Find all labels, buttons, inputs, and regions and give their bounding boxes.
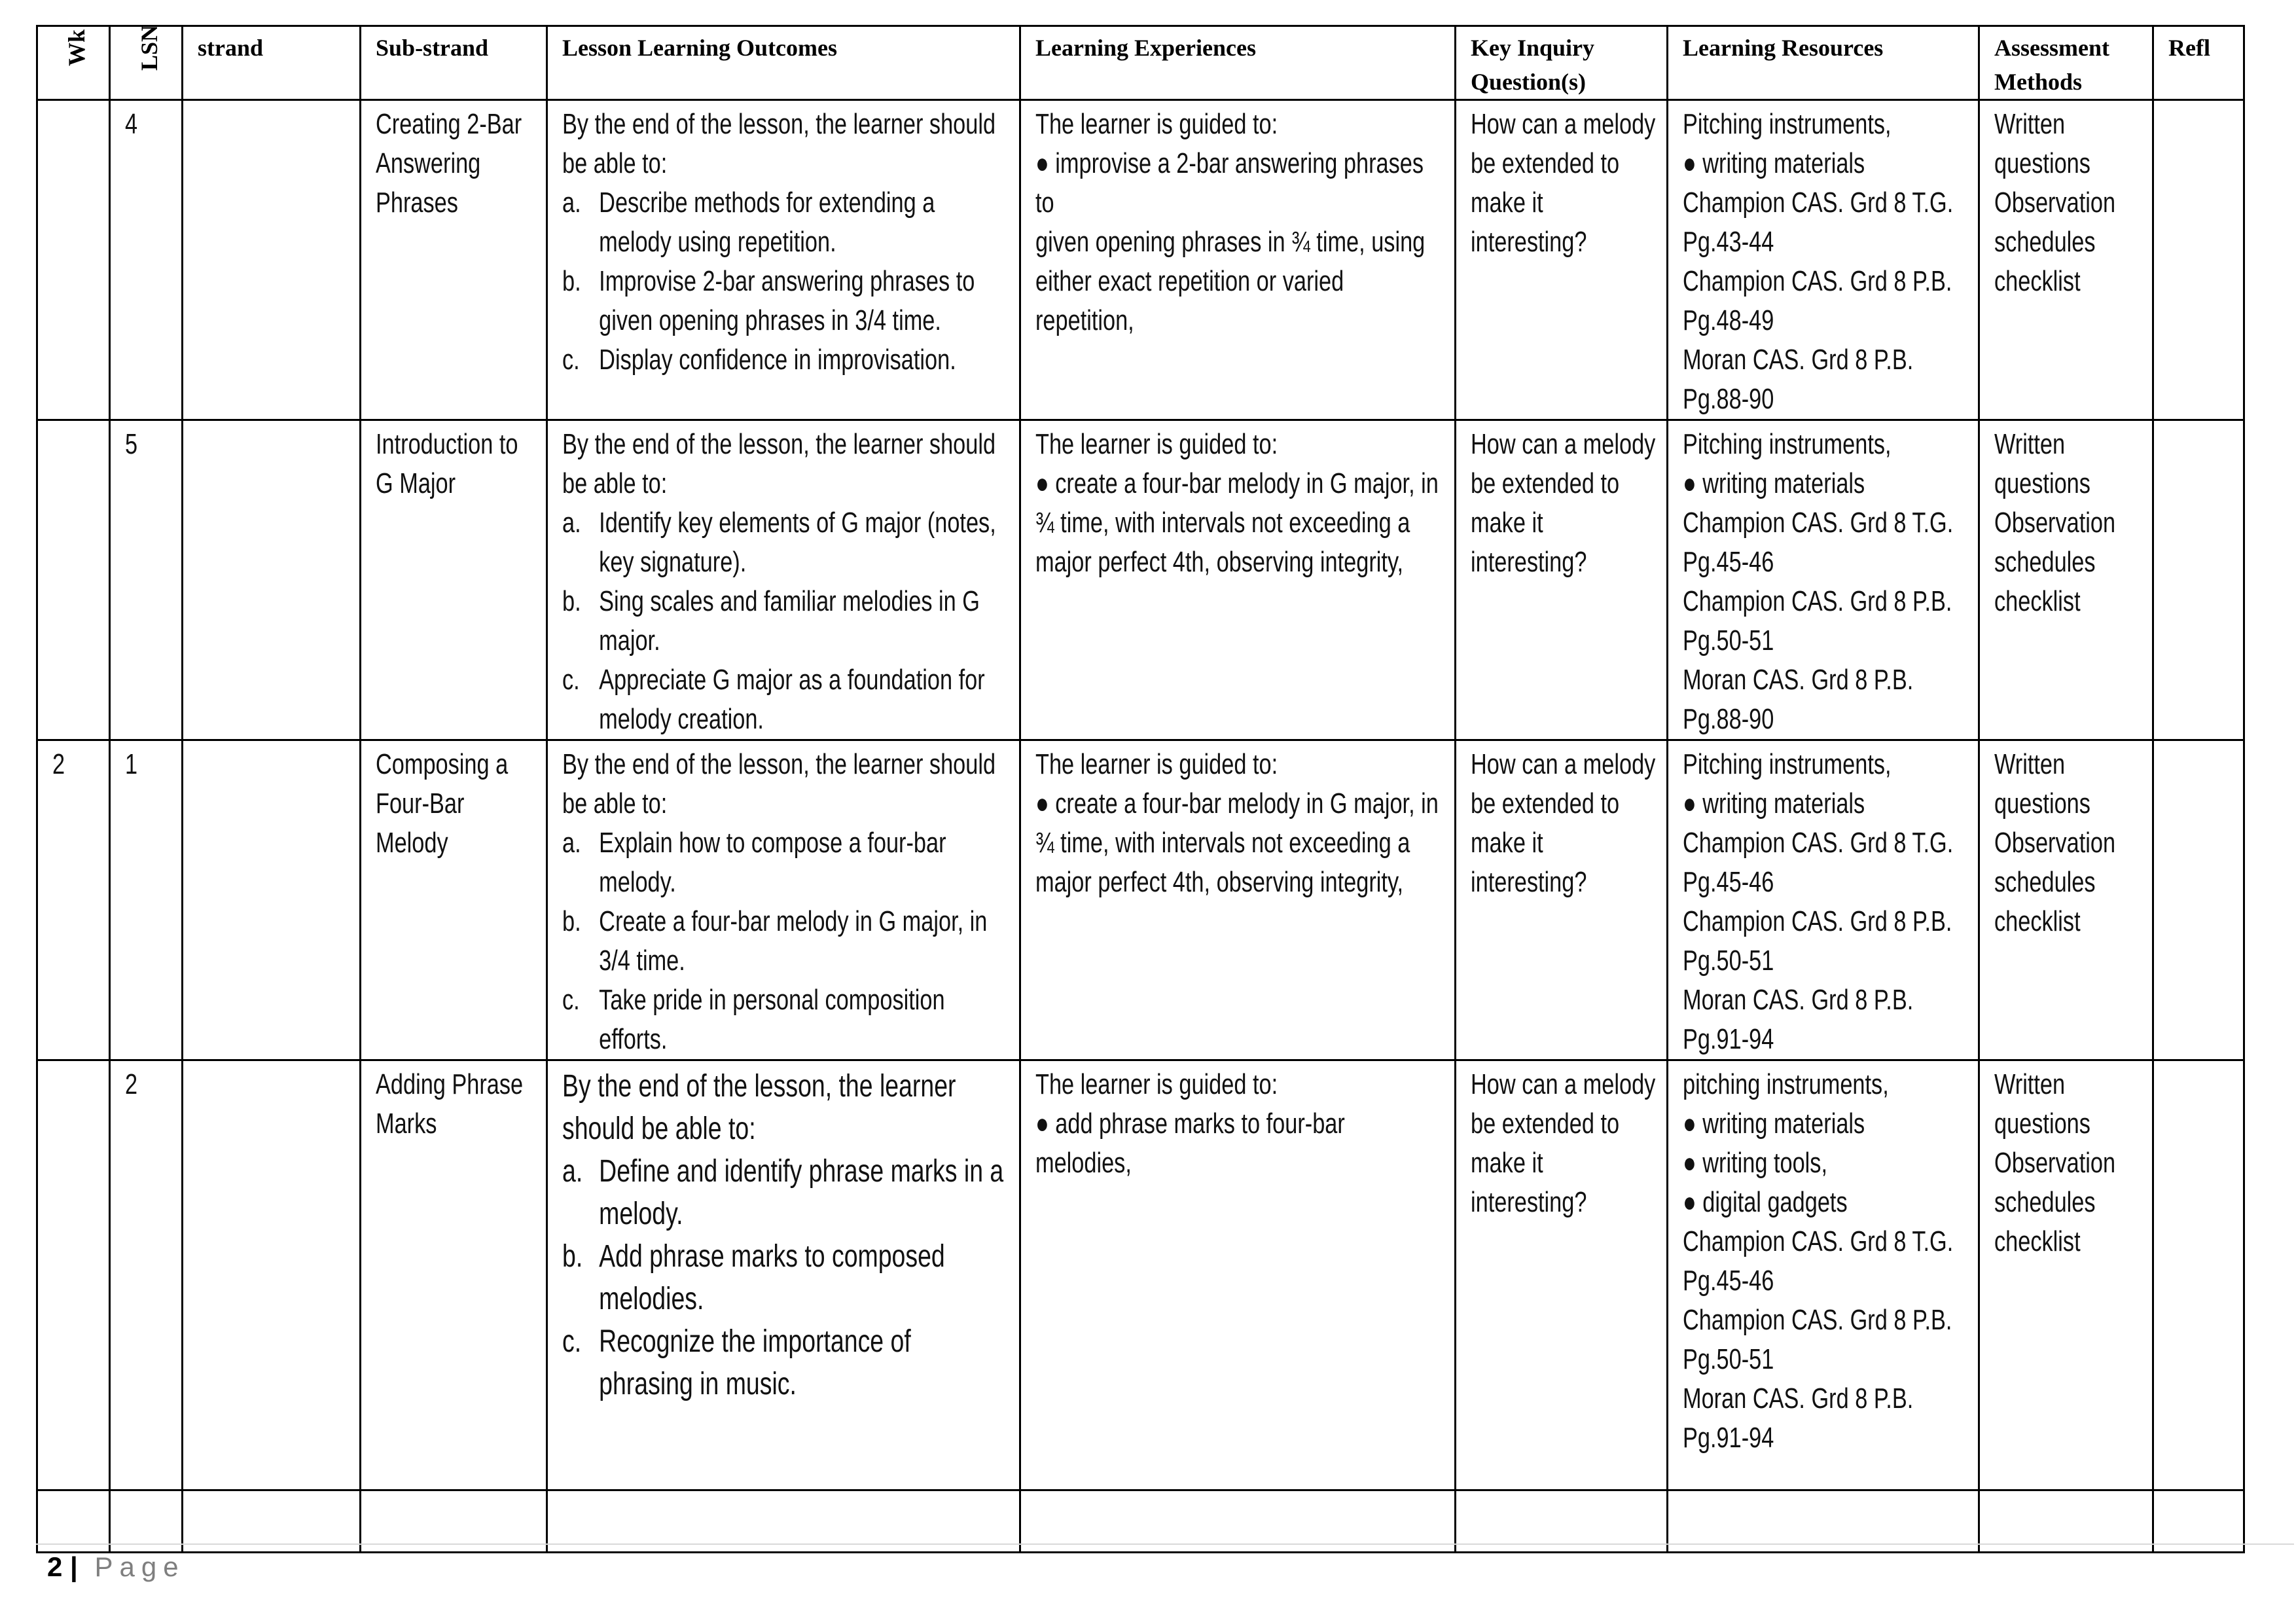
outcome-item (562, 582, 1011, 660)
header-reflection: Refl (2153, 26, 2244, 100)
outcome-item (562, 503, 1011, 582)
outcome-text: Improvise 2-bar answering phrases to given opening phrases in 3/4 time. (599, 265, 975, 336)
resource-line: Champion CAS. Grd 8 P.B. Pg.50-51 (1683, 585, 1952, 657)
experience-line: ¾ time, with intervals not exceeding a major perfect 4th, observing integrity, (1035, 507, 1410, 578)
resource-line: Moran CAS. Grd 8 P.B. Pg.91-94 (1683, 1382, 1914, 1454)
outcome-text: Identify key elements of G major (notes, key signature). (599, 507, 996, 578)
resource-line: Champion CAS. Grd 8 P.B. Pg.50-51 (1683, 1304, 1952, 1375)
learning-experiences-cell (1020, 740, 1456, 1060)
header-assessment-methods: Assessment Methods (1979, 26, 2153, 100)
learning-experiences-cell (1020, 420, 1456, 740)
learning-outcomes-cell (547, 100, 1020, 420)
outcome-marker: c. (562, 984, 580, 1016)
learning-resources-cell (1668, 740, 1979, 1060)
key-inquiry-cell: How can a melody be extended to make it interesting? (1456, 100, 1668, 420)
wk-cell: 2 (37, 740, 110, 1060)
experience-line: either exact repetition or varied repetition, (1035, 265, 1344, 336)
learning-outcomes-cell (547, 740, 1020, 1060)
lesson-number-cell: 5 (110, 420, 183, 740)
strand-cell (183, 420, 361, 740)
outcomes-list (562, 823, 1011, 1059)
assessment-methods-cell (1979, 420, 2153, 740)
header-learning-resources: Learning Resources (1668, 26, 1979, 100)
resource-line: Moran CAS. Grd 8 P.B. Pg.88-90 (1683, 344, 1914, 415)
outcome-item (562, 340, 1011, 380)
resource-line: Moran CAS. Grd 8 P.B. Pg.91-94 (1683, 984, 1914, 1055)
outcome-item (562, 1235, 1011, 1320)
reflection-cell (2153, 420, 2244, 740)
outcome-item (562, 902, 1011, 981)
learning-resources-cell (1668, 420, 1979, 740)
outcome-text: Recognize the importance of phrasing in music. (599, 1324, 911, 1401)
experience-line: ● improvise a 2-bar answering phrases to (1035, 147, 1424, 219)
outcomes-list (562, 1150, 1011, 1405)
assessment-line: Observation schedules (1994, 507, 2116, 578)
experience-line: ● add phrase marks to four-bar melodies, (1035, 1108, 1345, 1179)
outcomes-intro: By the end of the lesson, the learner should be able to: (562, 1069, 956, 1146)
outcome-text: Describe methods for extending a melody using repetition. (599, 187, 935, 258)
resource-line: Champion CAS. Grd 8 P.B. Pg.48-49 (1683, 265, 1952, 336)
key-inquiry-cell: How can a melody be extended to make it interesting? (1456, 1060, 1668, 1490)
outcome-text: Define and identify phrase marks in a melody. (599, 1154, 1004, 1231)
outcome-marker: c. (562, 664, 580, 696)
resource-line: ● digital gadgets (1683, 1186, 1848, 1218)
outcome-marker: b. (562, 265, 581, 297)
header-learning-experiences: Learning Experiences (1020, 26, 1456, 100)
header-learning-outcomes: Lesson Learning Outcomes (547, 26, 1020, 100)
assessment-line: Written questions (1994, 428, 2090, 499)
strand-cell (183, 1060, 361, 1490)
lesson-number-cell: 4 (110, 100, 183, 420)
page-number: 2 (47, 1551, 63, 1582)
learning-resources-cell (1668, 1060, 1979, 1490)
outcome-item (562, 1320, 1011, 1405)
outcome-item (562, 823, 1011, 902)
outcomes-list (562, 503, 1011, 739)
outcome-text: Display confidence in improvisation. (599, 344, 956, 376)
outcomes-intro: By the end of the lesson, the learner should be able to: (562, 108, 996, 179)
learning-experiences-cell (1020, 1060, 1456, 1490)
outcome-marker: b. (562, 905, 581, 937)
outcome-item (562, 660, 1011, 739)
header-row (37, 26, 2244, 100)
wk-cell (37, 1060, 110, 1490)
footer-divider (36, 1543, 2294, 1545)
outcome-text: Take pride in personal composition efforts. (599, 984, 945, 1055)
strand-cell (183, 740, 361, 1060)
experience-line: ● create a four-bar melody in G major, in (1035, 467, 1439, 499)
assessment-methods-cell (1979, 740, 2153, 1060)
outcome-marker: a. (562, 1154, 583, 1189)
outcome-text: Explain how to compose a four-bar melody. (599, 827, 946, 898)
resource-line: Pitching instruments, (1683, 108, 1892, 140)
resource-line: Pitching instruments, (1683, 748, 1892, 780)
outcome-item (562, 981, 1011, 1059)
reflection-cell (2153, 1060, 2244, 1490)
outcome-item (562, 262, 1011, 340)
outcome-text: Appreciate G major as a foundation for melody creation. (599, 664, 985, 735)
wk-cell (37, 100, 110, 420)
table-row (37, 420, 2244, 740)
learning-outcomes-cell (547, 420, 1020, 740)
assessment-line: Observation schedules (1994, 1147, 2116, 1218)
resource-line: ● writing materials (1683, 147, 1865, 179)
assessment-line: checklist (1994, 265, 2081, 297)
assessment-line: Observation schedules (1994, 827, 2116, 898)
resource-line: Moran CAS. Grd 8 P.B. Pg.88-90 (1683, 664, 1914, 735)
learning-resources-cell (1668, 100, 1979, 420)
outcomes-intro: By the end of the lesson, the learner should be able to: (562, 748, 996, 820)
learning-outcomes-cell (547, 1060, 1020, 1490)
assessment-line: checklist (1994, 585, 2081, 617)
outcome-item (562, 1150, 1011, 1235)
key-inquiry-cell: How can a melody be extended to make it interesting? (1456, 420, 1668, 740)
assessment-methods-cell (1979, 100, 2153, 420)
table-row (37, 1060, 2244, 1490)
reflection-cell (2153, 100, 2244, 420)
resource-line: ● writing tools, (1683, 1147, 1828, 1179)
page-footer (47, 1551, 185, 1583)
resource-line: Champion CAS. Grd 8 T.G. Pg.45-46 (1683, 827, 1954, 898)
outcome-marker: a. (562, 827, 581, 859)
experience-line: The learner is guided to: (1035, 428, 1278, 460)
assessment-line: Written questions (1994, 1068, 2090, 1140)
outcome-marker: c. (562, 344, 580, 376)
strand-cell (183, 100, 361, 420)
resource-line: Champion CAS. Grd 8 T.G. Pg.45-46 (1683, 1225, 1954, 1297)
outcome-item (562, 183, 1011, 262)
lesson-number-cell: 2 (110, 1060, 183, 1490)
table-row (37, 740, 2244, 1060)
scheme-of-work-page (36, 25, 2243, 1553)
resource-line: ● writing materials (1683, 787, 1865, 820)
outcome-text: Create a four-bar melody in G major, in 3/4 time. (599, 905, 988, 977)
lesson-number-cell: 1 (110, 740, 183, 1060)
page-separator: | (70, 1551, 78, 1582)
outcome-marker: b. (562, 1239, 583, 1274)
assessment-methods-cell (1979, 1060, 2153, 1490)
outcome-marker: a. (562, 187, 581, 219)
resource-line: pitching instruments, (1683, 1068, 1889, 1100)
header-strand: strand (183, 26, 361, 100)
outcome-text: Sing scales and familiar melodies in G major. (599, 585, 980, 657)
assessment-line: Observation schedules (1994, 187, 2116, 258)
outcome-text: Add phrase marks to composed melodies. (599, 1239, 945, 1316)
header-key-inquiry: Key Inquiry Question(s) (1456, 26, 1668, 100)
reflection-cell (2153, 740, 2244, 1060)
resource-line: Champion CAS. Grd 8 T.G. Pg.43-44 (1683, 187, 1954, 258)
page-label: Page (94, 1551, 185, 1582)
header-lsn: LSN (110, 26, 183, 100)
sub-strand-cell: Composing a Four-Bar Melody (361, 740, 547, 1060)
experience-line: given opening phrases in ¾ time, using (1035, 226, 1426, 258)
experience-line: ¾ time, with intervals not exceeding a major perfect 4th, observing integrity, (1035, 827, 1410, 898)
resource-line: ● writing materials (1683, 1108, 1865, 1140)
header-sub-strand: Sub-strand (361, 26, 547, 100)
resource-line: Pitching instruments, (1683, 428, 1892, 460)
table-row (37, 100, 2244, 420)
sub-strand-cell: Adding Phrase Marks (361, 1060, 547, 1490)
resource-line: Champion CAS. Grd 8 T.G. Pg.45-46 (1683, 507, 1954, 578)
scheme-of-work-table (36, 25, 2245, 1553)
experience-line: ● create a four-bar melody in G major, in (1035, 787, 1439, 820)
outcome-marker: a. (562, 507, 581, 539)
learning-experiences-cell (1020, 100, 1456, 420)
key-inquiry-cell: How can a melody be extended to make it interesting? (1456, 740, 1668, 1060)
sub-strand-cell: Introduction to G Major (361, 420, 547, 740)
wk-cell (37, 420, 110, 740)
assessment-line: checklist (1994, 905, 2081, 937)
outcome-marker: b. (562, 585, 581, 617)
header-wk: Wk (37, 26, 110, 100)
assessment-line: Written questions (1994, 748, 2090, 820)
outcomes-list (562, 183, 1011, 380)
experience-line: The learner is guided to: (1035, 108, 1278, 140)
experience-line: The learner is guided to: (1035, 1068, 1278, 1100)
assessment-line: Written questions (1994, 108, 2090, 179)
outcomes-intro: By the end of the lesson, the learner should be able to: (562, 428, 996, 499)
resource-line: Champion CAS. Grd 8 P.B. Pg.50-51 (1683, 905, 1952, 977)
resource-line: ● writing materials (1683, 467, 1865, 499)
sub-strand-cell: Creating 2-Bar Answering Phrases (361, 100, 547, 420)
experience-line: The learner is guided to: (1035, 748, 1278, 780)
outcome-marker: c. (562, 1324, 582, 1359)
assessment-line: checklist (1994, 1225, 2081, 1257)
